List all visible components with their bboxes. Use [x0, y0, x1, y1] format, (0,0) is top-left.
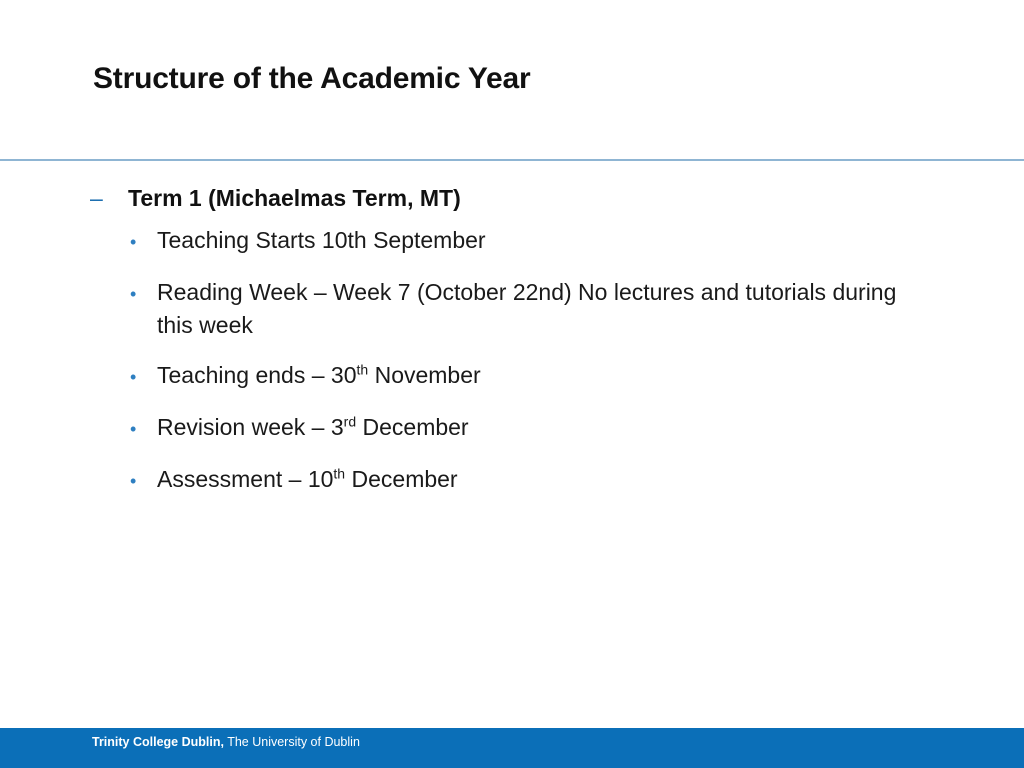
list-item [130, 276, 930, 342]
bullet-icon: • [130, 419, 137, 439]
list-item [130, 463, 930, 498]
bullet-list [90, 224, 930, 498]
bullet-text: Revision week – 3rd December [157, 413, 469, 440]
bullet-text: Reading Week – Week 7 (October 22nd) No lectures and tutorials during this week [157, 279, 897, 338]
footer-bar [0, 728, 1024, 768]
ordinal-suffix: rd [343, 413, 357, 430]
slide-title: Structure of the Academic Year [93, 62, 531, 95]
list-item [130, 224, 930, 259]
bullet-text: Teaching ends – 30th November [157, 361, 481, 388]
footer-text [92, 735, 360, 749]
term-label: Term 1 (Michaelmas Term, MT) [128, 185, 461, 211]
title-divider [0, 159, 1024, 161]
bullet-text: Teaching Starts 10th September [157, 227, 486, 253]
ordinal-suffix: th [356, 361, 369, 378]
dash-marker: – [90, 185, 103, 211]
ordinal-suffix: th [333, 465, 346, 482]
list-item [130, 359, 930, 394]
bullet-text: Assessment – 10th December [157, 465, 458, 492]
bullet-icon: • [130, 471, 137, 491]
term-heading [90, 185, 930, 212]
list-item [130, 411, 930, 446]
slide-content [90, 185, 930, 515]
footer-subtitle: The University of Dublin [223, 735, 360, 749]
bullet-icon: • [130, 367, 137, 387]
bullet-icon: • [130, 232, 137, 252]
bullet-icon: • [130, 284, 137, 304]
footer-institution: Trinity College Dublin, [92, 735, 224, 749]
